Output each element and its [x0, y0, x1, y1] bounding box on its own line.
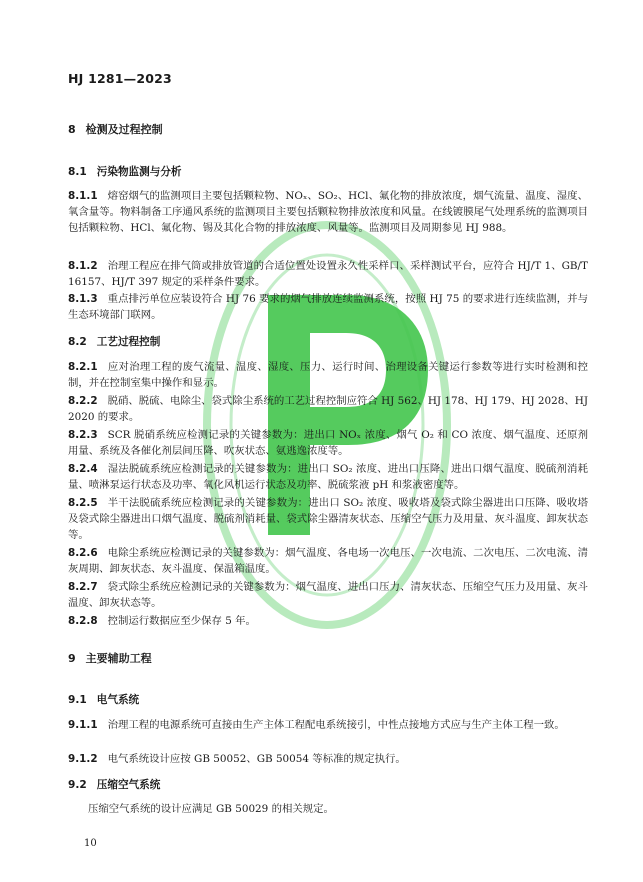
section-heading — [68, 651, 152, 667]
clause-text: 应对治理工程的废气流量、温度、湿度、压力、运行时间、治理设备关键运行参数等进行实时检测和控制，并在控制室集中操作和显示。 — [68, 361, 588, 389]
clause-text: SCR 脱硝系统应检测记录的关键参数为：进出口 NOₓ 浓度、烟气 O₂ 和 CO 浓度、烟气温度、还原剂用量、系统及各催化剂层间压降、吹灰状态、氨逃逸浓度等。 — [68, 429, 588, 457]
clause-number: 8.2.8 — [68, 615, 98, 627]
subsection-number: 9.2 — [68, 779, 87, 791]
clause-text: 袋式除尘系统应检测记录的关键参数为：烟气温度、进出口压力、清灰状态、压缩空气压力及用量、灰斗温度、卸灰状态等。 — [68, 581, 588, 609]
clause-paragraph — [68, 495, 588, 543]
subsection-heading — [68, 164, 182, 180]
clause-text: 控制运行数据应至少保存 5 年。 — [107, 615, 256, 627]
clause-number: 9.1.1 — [68, 719, 98, 731]
subsection-number: 8.1 — [68, 166, 87, 178]
clause-text: 电除尘系统应检测记录的关键参数为：烟气温度、各电场一次电压、一次电流、二次电压、二次电流、清灰周期、卸灰状态、灰斗温度、保温箱温度。 — [68, 547, 588, 575]
subsection-title: 电气系统 — [96, 694, 140, 706]
clause-text: 电气系统设计应按 GB 50052、GB 50054 等标准的规定执行。 — [107, 753, 406, 765]
subsection-title: 压缩空气系统 — [96, 779, 161, 791]
clause-number: 8.2.5 — [68, 497, 98, 509]
clause-number: 9.1.2 — [68, 753, 98, 765]
section-heading — [68, 122, 163, 138]
section-title: 检测及过程控制 — [85, 123, 163, 136]
clause-number: 8.2.3 — [68, 429, 98, 441]
clause-number: 8.2.6 — [68, 547, 98, 559]
clause-paragraph — [68, 461, 588, 493]
document-header: HJ 1281—2023 — [68, 71, 172, 86]
clause-paragraph — [68, 291, 588, 323]
clause-paragraph — [68, 258, 588, 290]
section-number: 8 — [68, 123, 76, 136]
section-number: 9 — [68, 652, 76, 665]
clause-text: 脱硝、脱硫、电除尘、袋式除尘系统的工艺过程控制应符合 HJ 562、HJ 178、HJ 179、HJ 2028、HJ 2020 的要求。 — [68, 395, 588, 423]
clause-text: 熔窑烟气的监测项目主要包括颗粒物、NOₓ、SO₂、HCl、氟化物的排放浓度，烟气流量、温度、湿度、氧含量等。物料制备工序通风系统的监测项目主要包括颗粒物排放浓度和风量。在线镀膜尾气处理系统的监测项目包括颗粒物、HCl、氟化物、锡及其化合物的排放浓度、风量等。监测项目及周期参见 HJ 988。 — [68, 190, 588, 234]
clause-paragraph — [68, 579, 588, 611]
clause-number: 8.2.4 — [68, 463, 98, 475]
clause-number: 8.2.7 — [68, 581, 98, 593]
section-title: 主要辅助工程 — [85, 652, 152, 665]
clause-paragraph — [68, 751, 588, 767]
clause-paragraph — [68, 427, 588, 459]
clause-text: 重点排污单位应装设符合 HJ 76 要求的烟气排放连续监测系统，按照 HJ 75 的要求进行连续监测，并与生态环境部门联网。 — [68, 293, 588, 321]
clause-text: 压缩空气系统的设计应满足 GB 50029 的相关规定。 — [88, 803, 334, 815]
subsection-title: 工艺过程控制 — [96, 336, 161, 348]
clause-number: 8.1.3 — [68, 293, 98, 305]
subsection-heading — [68, 334, 160, 350]
clause-paragraph — [68, 393, 588, 425]
clause-text: 半干法脱硫系统应检测记录的关键参数为：进出口 SO₂ 浓度、吸收塔及袋式除尘器进出口压降、吸收塔及袋式除尘器进出口烟气温度、脱硫剂消耗量、袋式除尘器清灰状态、压缩空气压力及用量、灰斗温度、卸灰状态等。 — [68, 497, 588, 541]
clause-paragraph — [68, 359, 588, 391]
clause-paragraph — [68, 613, 588, 629]
clause-text: 治理工程的电源系统可直接由生产主体工程配电系统接引，中性点接地方式应与生产主体工程一致。 — [107, 719, 565, 731]
clause-paragraph — [68, 717, 588, 733]
clause-text: 治理工程应在排气筒或排放管道的合适位置处设置永久性采样口、采样测试平台，应符合 HJ/T 1、GB/T 16157、HJ/T 397 规定的采样条件要求。 — [68, 260, 588, 288]
subsection-number: 9.1 — [68, 694, 87, 706]
page-number: 10 — [84, 838, 97, 849]
subsection-heading — [68, 777, 160, 793]
clause-text: 湿法脱硫系统应检测记录的关键参数为：进出口 SO₂ 浓度、进出口压降、进出口烟气温度、脱硫剂消耗量、喷淋泵运行状态及功率、氧化风机运行状态及功率、脱硫浆液 pH 和浆液密度等。 — [68, 463, 588, 491]
clause-number: 8.1.1 — [68, 190, 98, 202]
clause-paragraph — [68, 801, 588, 817]
subsection-number: 8.2 — [68, 336, 87, 348]
subsection-heading — [68, 692, 139, 708]
subsection-title: 污染物监测与分析 — [96, 166, 182, 178]
clause-paragraph — [68, 545, 588, 577]
clause-number: 8.2.2 — [68, 395, 98, 407]
clause-number: 8.2.1 — [68, 361, 98, 373]
clause-number: 8.1.2 — [68, 260, 98, 272]
clause-paragraph — [68, 188, 588, 236]
